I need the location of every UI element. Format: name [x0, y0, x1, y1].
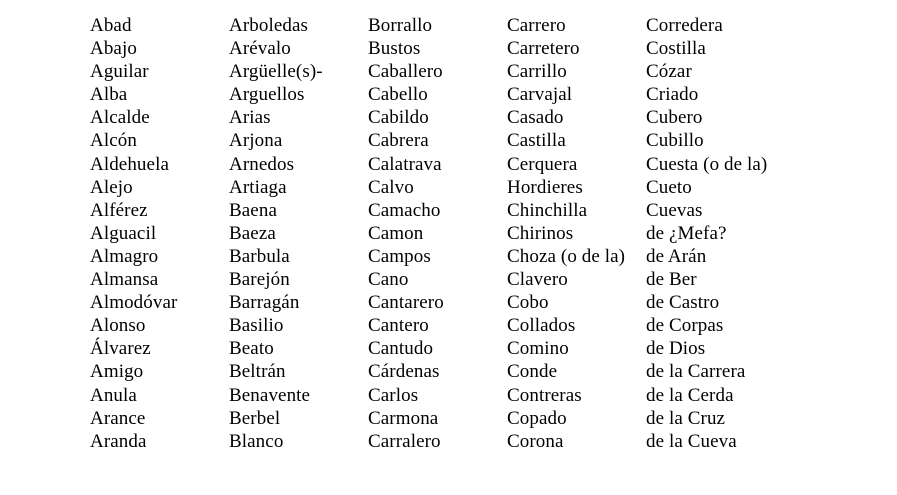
name-entry: Chinchilla [507, 199, 588, 221]
name-column [368, 14, 507, 453]
name-entry: Alcalde [90, 107, 150, 129]
name-entry: Copado [507, 407, 567, 429]
name-entry: Amigo [90, 361, 144, 383]
name-entry: Carrillo [507, 61, 567, 83]
name-entry: Abajo [90, 38, 137, 60]
name-entry: Artiaga [229, 176, 287, 198]
name-entry: Aldehuela [90, 153, 169, 175]
name-entry: Cuevas [646, 199, 703, 221]
name-entry: Borrallo [368, 15, 433, 36]
name-entry: Cabildo [368, 107, 429, 129]
name-entry: Cárdenas [368, 361, 440, 383]
name-entry: Beato [229, 338, 274, 360]
name-entry: Costilla [646, 38, 706, 60]
name-entry: Blanco [229, 430, 284, 452]
name-entry: Chirinos [507, 222, 574, 244]
name-entry: Cantero [368, 315, 429, 337]
name-entry: Collados [507, 315, 576, 337]
name-entry: Carvajal [507, 84, 573, 106]
name-entry: de la Carrera [646, 361, 746, 383]
name-entry: Almansa [90, 269, 159, 291]
name-entry: Barbula [229, 245, 290, 267]
name-entry: Aranda [90, 430, 147, 452]
name-entry: de la Cueva [646, 430, 737, 452]
name-entry: Cuesta (o de la) [646, 153, 768, 175]
name-entry: de la Cerda [646, 384, 734, 406]
name-entry: Alguacil [90, 222, 157, 244]
name-column [90, 14, 229, 453]
name-column [229, 14, 368, 453]
name-entry: Alejo [90, 176, 133, 198]
name-entry: Alonso [90, 315, 146, 337]
name-entry: Arnedos [229, 153, 295, 175]
name-entry: Clavero [507, 269, 568, 291]
name-entry: Carrero [507, 15, 566, 36]
name-entry: Casado [507, 107, 564, 129]
name-entry: Cantudo [368, 338, 434, 360]
name-entry: Hordieres [507, 176, 583, 198]
name-entry: Beltrán [229, 361, 286, 383]
name-entry: Arboledas [229, 15, 308, 36]
name-entry: Corredera [646, 15, 723, 36]
name-entry: Basilio [229, 315, 284, 337]
name-entry: Criado [646, 84, 699, 106]
name-entry: Cantarero [368, 292, 444, 314]
name-entry: Conde [507, 361, 558, 383]
name-entry: Barejón [229, 269, 290, 291]
name-entry: Arias [229, 107, 271, 129]
name-entry: Calvo [368, 176, 414, 198]
name-entry: Cerquera [507, 153, 578, 175]
name-column [507, 14, 646, 453]
name-entry: Abad [90, 15, 132, 36]
name-entry: Cabrera [368, 130, 429, 152]
name-entry: Camon [368, 222, 424, 244]
name-entry: Castilla [507, 130, 566, 152]
name-entry: de Castro [646, 292, 720, 314]
name-entry: Anula [90, 384, 137, 406]
name-entry: Baeza [229, 222, 276, 244]
name-entry: de Dios [646, 338, 706, 360]
name-entry: Alférez [90, 199, 148, 221]
name-entry: Choza (o de la) [507, 245, 626, 267]
name-entry: Calatrava [368, 153, 442, 175]
name-entry: de Arán [646, 245, 707, 267]
name-entry: Berbel [229, 407, 281, 429]
name-entry: Camacho [368, 199, 441, 221]
name-entry: Arévalo [229, 38, 291, 60]
name-entry: Caballero [368, 61, 443, 83]
name-entry: Barragán [229, 292, 300, 314]
name-entry: Cubillo [646, 130, 704, 152]
name-entry: de Ber [646, 269, 697, 291]
name-entry: Arjona [229, 130, 283, 152]
name-entry: Carlos [368, 384, 419, 406]
name-column [646, 14, 785, 453]
name-entry: Carretero [507, 38, 580, 60]
name-entry: Almagro [90, 245, 159, 267]
name-entry: Carralero [368, 430, 441, 452]
name-entry: Argüelle(s)- [229, 61, 323, 83]
name-entry: Arance [90, 407, 146, 429]
name-entry: Álvarez [90, 338, 151, 360]
name-entry: Cueto [646, 176, 692, 198]
name-entry: Benavente [229, 384, 311, 406]
name-entry: Carmona [368, 407, 439, 429]
name-entry: Alba [90, 84, 128, 106]
name-entry: Cózar [646, 61, 692, 83]
name-entry: Baena [229, 199, 277, 221]
name-entry: Aguilar [90, 61, 149, 83]
name-entry: de la Cruz [646, 407, 726, 429]
name-entry: Cabello [368, 84, 428, 106]
name-entry: Contreras [507, 384, 582, 406]
name-entry: Cano [368, 269, 409, 291]
name-entry: Comino [507, 338, 569, 360]
name-entry: de Corpas [646, 315, 724, 337]
name-entry: Cobo [507, 292, 549, 314]
name-entry: Arguellos [229, 84, 305, 106]
name-entry: Cubero [646, 107, 703, 129]
name-entry: Almodóvar [90, 292, 178, 314]
name-entry: Corona [507, 430, 564, 452]
name-entry: Alcón [90, 130, 137, 152]
name-entry: Campos [368, 245, 431, 267]
name-entry: de ¿Mefa? [646, 222, 727, 244]
name-entry: Bustos [368, 38, 421, 60]
